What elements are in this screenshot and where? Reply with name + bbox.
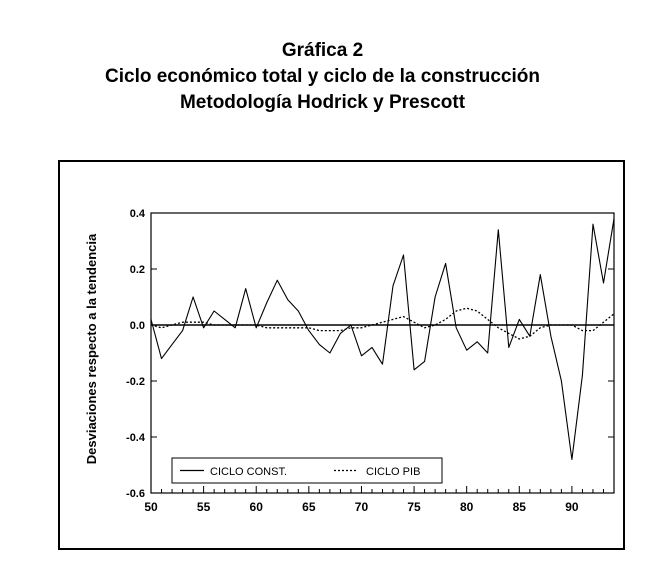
- y-tick-label: -0.2: [126, 376, 145, 388]
- x-tick-label: 75: [407, 500, 421, 514]
- series-layer: [151, 219, 614, 460]
- plot-border: [151, 213, 614, 493]
- chart-title-line1: Gráfica 2: [281, 40, 364, 61]
- x-tick-label: 70: [354, 500, 369, 514]
- series-line-ciclo-pib: [151, 308, 614, 339]
- legend: [172, 458, 442, 483]
- chart-title-line3: Metodología Hodrick y Prescott: [179, 92, 466, 113]
- x-tick-label: 55: [196, 500, 211, 514]
- y-tick-label: 0.0: [129, 320, 145, 332]
- x-tick-label: 50: [144, 500, 158, 514]
- series-line-ciclo-const: [151, 219, 614, 460]
- x-tick-label: 65: [302, 500, 316, 514]
- x-axis: [144, 486, 614, 514]
- x-tick-label: 60: [249, 500, 263, 514]
- y-axis-label: Desviaciones respecto a la tendencia: [84, 233, 99, 465]
- x-tick-label: 80: [460, 500, 474, 514]
- chart-title-line2: Ciclo económico total y ciclo de la construcción: [105, 66, 540, 87]
- legend-label-ciclo-pib: CICLO PIB: [366, 466, 421, 478]
- y-tick-label: -0.4: [126, 432, 145, 444]
- legend-label-ciclo-const: CICLO CONST.: [210, 466, 288, 478]
- y-tick-label: 0.2: [129, 264, 145, 276]
- y-tick-label: 0.4: [129, 208, 145, 220]
- y-axis: [126, 208, 614, 500]
- plot-area: [151, 213, 614, 493]
- x-tick-label: 90: [565, 500, 579, 514]
- x-tick-label: 85: [512, 500, 526, 514]
- y-tick-label: -0.6: [126, 488, 145, 500]
